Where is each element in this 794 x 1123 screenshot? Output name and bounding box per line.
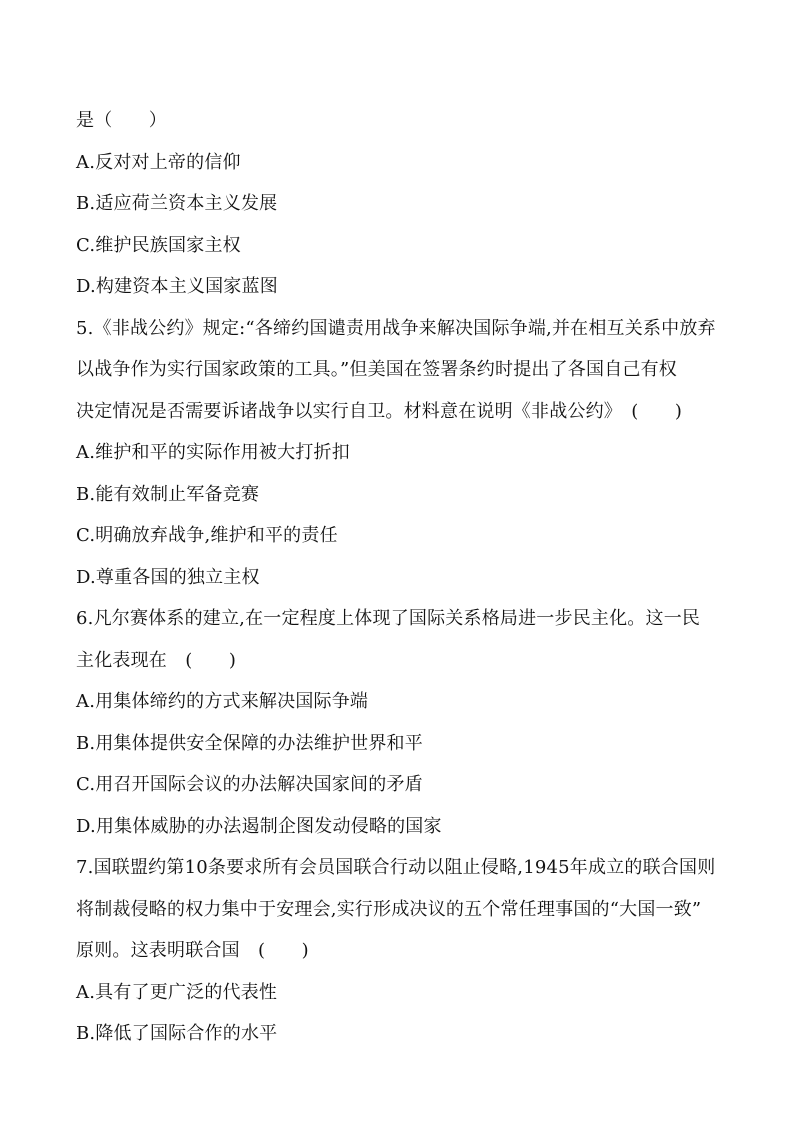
question-7-stem-line-1: 7.国联盟约第10条要求所有会员国联合行动以阻止侵略,1945年成立的联合国则 bbox=[76, 857, 716, 878]
question-4-option-c: C.维护民族国家主权 bbox=[76, 234, 241, 256]
question-5-option-b: B.能有效制止军备竞赛 bbox=[76, 483, 260, 505]
question-7-option-b: B.降低了国际合作的水平 bbox=[76, 1023, 278, 1044]
question-7-stem-line-3: 原则。这表明联合国 ( ) bbox=[76, 940, 309, 961]
question-4-stem-end: 是（ ） bbox=[76, 110, 167, 131]
question-5-option-a: A.维护和平的实际作用被大打折扣 bbox=[76, 442, 350, 463]
question-6-option-b: B.用集体提供安全保障的办法维护世界和平 bbox=[76, 732, 423, 754]
question-5-stem-line-1: 5.《非战公约》规定:“各缔约国谴责用战争来解决国际争端,并在相互关系中放弃 bbox=[76, 317, 716, 339]
question-6-option-c: C.用召开国际会议的办法解决国家间的矛盾 bbox=[76, 774, 423, 795]
question-5-stem-line-3: 决定情况是否需要诉诸战争以实行自卫。材料意在说明《非战公约》 ( ) bbox=[76, 400, 683, 422]
question-6-option-a: A.用集体缔约的方式来解决国际争端 bbox=[76, 691, 369, 712]
question-4-option-d: D.构建资本主义国家蓝图 bbox=[76, 276, 278, 297]
document-page bbox=[76, 100, 726, 1055]
question-7-option-a: A.具有了更广泛的代表性 bbox=[76, 981, 278, 1003]
question-6-stem-line-2: 主化表现在 ( ) bbox=[76, 649, 237, 671]
question-5-option-d: D.尊重各国的独立主权 bbox=[76, 566, 260, 588]
question-6-stem-line-1: 6.凡尔赛体系的建立,在一定程度上体现了国际关系格局进一步民主化。这一民 bbox=[76, 608, 701, 629]
question-5-option-c: C.明确放弃战争,维护和平的责任 bbox=[76, 525, 338, 546]
question-4-option-a: A.反对对上帝的信仰 bbox=[76, 151, 241, 173]
question-6-option-d: D.用集体威胁的办法遏制企图发动侵略的国家 bbox=[76, 815, 442, 837]
question-4-option-b: B.适应荷兰资本主义发展 bbox=[76, 193, 278, 214]
question-5-stem-line-2: 以战争作为实行国家政策的工具。”但美国在签署条约时提出了各国自己有权 bbox=[76, 359, 677, 380]
question-7-stem-line-2: 将制裁侵略的权力集中于安理会,实行形成决议的五个常任理事国的“大国一致” bbox=[76, 898, 702, 920]
